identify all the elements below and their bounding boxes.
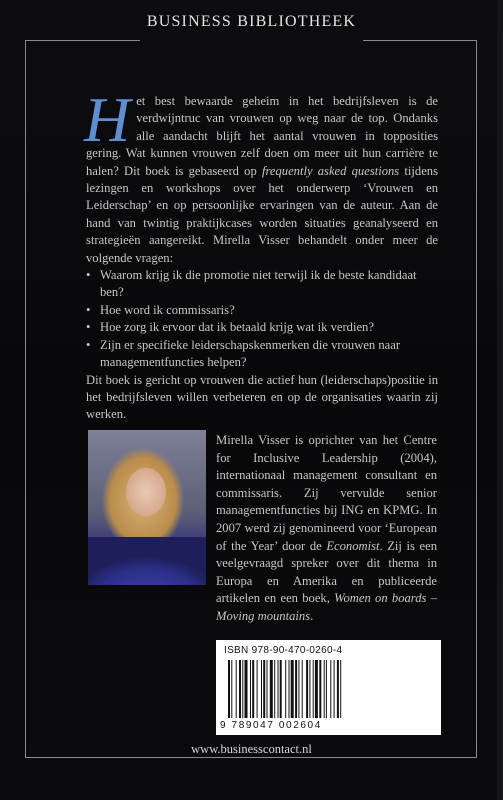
- question-text: Hoe word ik commissaris?: [100, 302, 235, 317]
- barcode-stripe: [252, 660, 254, 718]
- blurb-text: [84, 84, 438, 424]
- author-bio: [216, 432, 437, 626]
- bullet-icon: •: [86, 337, 91, 352]
- author-book-title: Women on boards – Moving mountains: [216, 591, 437, 623]
- barcode-stripe: [270, 660, 273, 718]
- question-list: [86, 267, 438, 371]
- question-text: Zijn er specifieke leiderschapskenmerken die vrouwen naar managementfuncties helpen?: [100, 337, 401, 370]
- blurb-text-part-a: et best bewaarde geheim in het bedrijfsleven is de verdwijntruc van vrouwen op weg naar de top. Ondanks alle aandacht blijft het aantal vrouwen in topposities gering. Wat kunnen vrouwen zelf doen om meer uit hun carrière te halen? Dit boek is gebaseerd op: [86, 94, 438, 178]
- series-title: BUSINESS BIBLIOTHEEK: [146, 13, 357, 30]
- dropcap-letter: H: [84, 84, 131, 155]
- barcode-stripe: [267, 660, 268, 718]
- author-bio-emphasis: Economist: [326, 538, 380, 553]
- barcode-stripe: [291, 660, 294, 718]
- bullet-icon: •: [86, 268, 91, 283]
- question-text: Waarom krijg ik die promotie niet terwijl ik de beste kandidaat ben?: [100, 268, 417, 300]
- barcode-stripe: [289, 660, 290, 718]
- barcode-stripe: [280, 660, 282, 718]
- barcode-stripe: [319, 660, 321, 718]
- barcode-stripe: [340, 660, 341, 718]
- barcode-digits: 9 789047 002604: [220, 720, 322, 731]
- barcode-stripe: [315, 660, 318, 718]
- barcode-stripe: [326, 660, 327, 718]
- spine-edge: [497, 0, 503, 800]
- barcode-stripe: [242, 660, 243, 718]
- barcode-stripe: [313, 660, 314, 718]
- barcode-stripe: [337, 660, 339, 718]
- bullet-icon: •: [86, 302, 91, 317]
- barcode-stripe: [239, 660, 241, 718]
- author-portrait: [88, 430, 206, 585]
- barcode-stripe: [245, 660, 248, 718]
- barcode-stripe: [285, 660, 286, 718]
- question-item: [86, 302, 438, 319]
- blurb-emphasis: frequently asked questions: [261, 163, 400, 178]
- author-bio-part-c: .: [310, 608, 314, 623]
- bullet-icon: •: [86, 320, 91, 335]
- barcode-stripe: [231, 660, 232, 718]
- author-bio-part-a: Mirella Visser is oprichter van het Centre for Inclusive Leadership (2004), internationaal management consultant en commissaris. Zij vervulde senior managementfuncties bij ING en KPMG. In 2007 werd zij genomineerd voor ‘European of the Year’ door de: [216, 433, 437, 553]
- barcode-stripe: [228, 660, 230, 718]
- barcode-stripe: [278, 660, 279, 718]
- author-bio-part-b: . Zij is een veelgevraagd spreker over dit thema in Europa en Amerika en publiceerde artikelen en een boek,: [216, 538, 437, 606]
- barcode-stripe: [263, 660, 265, 718]
- barcode-stripe: [302, 660, 303, 718]
- barcode-stripe: [324, 660, 325, 718]
- question-item: [86, 267, 438, 302]
- barcode-stripe: [274, 660, 275, 718]
- blurb-text-part-b: tijdens lezingen en workshops over het onderwerp ‘Vrouwen en Leiderschap’ en op persoonlijke ervaringen van de auteur. Aan de hand van twintig praktijkcases worden situaties geanalyseerd en strategieën aangereikt. Mirella Visser behandelt onder meer de volgende vragen:: [86, 163, 438, 265]
- isbn-text: ISBN 978-90-470-0260-4: [224, 645, 343, 656]
- barcode-stripe: [250, 660, 251, 718]
- portrait-shoulders: [88, 537, 206, 585]
- question-text: Hoe zorg ik ervoor dat ik betaald krijg wat ik verdien?: [100, 320, 374, 335]
- blurb-paragraph-2: Dit boek is gericht op vrouwen die actief hun (leiderschaps)positie in het bedrijfsleven willen verbeteren en op de organisaties waarin zij werken.: [86, 372, 438, 422]
- barcode-stripe: [257, 660, 258, 718]
- barcode-stripe: [306, 660, 308, 718]
- barcode-icon: [228, 660, 428, 720]
- barcode-stripe: [261, 660, 262, 718]
- barcode-stripe: [298, 660, 299, 718]
- barcode-stripe: [309, 660, 310, 718]
- barcode-label: [216, 640, 441, 735]
- barcode-stripe: [295, 660, 297, 718]
- barcode-stripe: [334, 660, 335, 718]
- publisher-website: www.businesscontact.nl: [191, 742, 312, 756]
- blurb-paragraph-1: [84, 84, 438, 267]
- barcode-stripe: [236, 660, 237, 718]
- question-item: [86, 319, 438, 336]
- question-item: [86, 337, 438, 372]
- barcode-stripe: [330, 660, 331, 718]
